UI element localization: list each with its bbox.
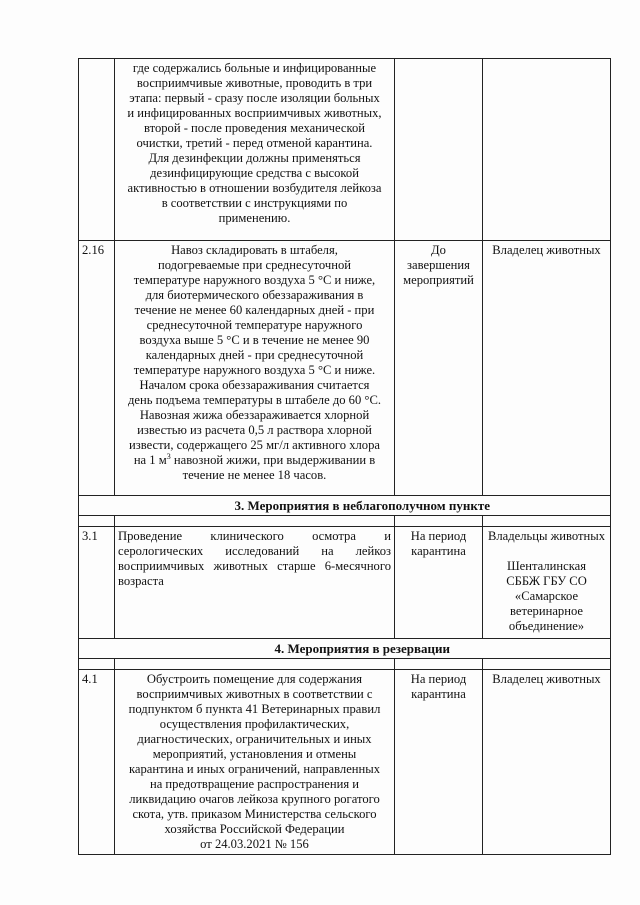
spacer-cell <box>483 516 611 527</box>
cell-measure <box>115 241 395 496</box>
spacer-cell <box>115 516 395 527</box>
spacer-cell <box>79 516 115 527</box>
responsible-owners: Владельцы животных <box>487 529 606 543</box>
spacer-cell <box>395 659 483 670</box>
cell-measure: Проведение клинического осмотра и серологических исследований на лейкоз восприимчивых животных старше 6-месячного возраста <box>115 527 395 639</box>
cell-number: 2.16 <box>79 241 115 496</box>
cell-measure: где содержались больные и инфицированные восприимчивые животные, проводить в три этапа: первый - сразу после изоляции больных и инфицированных восприимчивых животных, второй - после проведения механической очистки, третий - перед отменой карантина. Для дезинфекции должны применяться дезинфицирующие средства с высокой активностью в отношении возбудителя лейкоза в соответствии с инструкциями по применению. <box>115 59 395 241</box>
measure-text-part-2: навозной жижи, при выдерживании в течение не менее 18 часов. <box>173 453 376 482</box>
cell-number <box>79 639 115 659</box>
section-heading-row-4 <box>79 639 611 659</box>
section-title: 3. Мероприятия в неблагополучном пункте <box>115 496 611 516</box>
cell-number <box>79 59 115 241</box>
spacer-row <box>79 516 611 527</box>
table-row-3-1 <box>79 527 611 639</box>
table-row-2-16 <box>79 241 611 496</box>
responsible-vet-station: Шенталинская СББЖ ГБУ СО «Самарское ветеринарное объединение» <box>506 559 587 633</box>
cell-number <box>79 496 115 516</box>
cell-responsible <box>483 527 611 639</box>
section-title: 4. Мероприятия в резервации <box>115 639 611 659</box>
section-heading-row-3 <box>79 496 611 516</box>
spacer-cell <box>79 659 115 670</box>
spacer-cell <box>395 516 483 527</box>
spacer-cell <box>483 659 611 670</box>
measures-table <box>78 58 611 855</box>
table-row-continuation <box>79 59 611 241</box>
spacer-row <box>79 659 611 670</box>
cell-term: На период карантина <box>395 527 483 639</box>
cell-responsible: Владелец животных <box>483 241 611 496</box>
cell-responsible <box>483 59 611 241</box>
measure-text-part-1: Навоз складировать в штабеля, подогреваемые при среднесуточной температуре наружного воздуха 5 °С и ниже, для биотермического обеззараживания в течение не менее 60 календарных дней - при среднесуточной температуре наружного воздуха выше 5 °С и в течение не менее 90 календарных дней - при среднесуточной температуре наружного воздуха 5 °С и ниже. Началом срока обеззараживания считается день подъема температуры в штабеле до 60 °С. Навозная жижа обеззараживается хлорной известью из расчета 0,5 л раствора хлорной извести, содержащего 25 мг/л активного хлора на 1 м <box>128 243 381 467</box>
cell-term: До завершения мероприятий <box>395 241 483 496</box>
cell-number: 4.1 <box>79 670 115 855</box>
cell-number: 3.1 <box>79 527 115 639</box>
spacer-cell <box>115 659 395 670</box>
cubic-superscript: 3 <box>166 451 171 461</box>
cell-responsible: Владелец животных <box>483 670 611 855</box>
cell-measure: Обустроить помещение для содержания восприимчивых животных в соответствии с подпунктом б пункта 41 Ветеринарных правил осуществления профилактических, диагностических, ограничительных и иных мероприятий, установления и отмены карантина и иных ограничений, направленных на предотвращение распространения и ликвидацию очагов лейкоза крупного рогатого скота, утв. приказом Министерства сельского хозяйства Российской Федерации от 24.03.2021 № 156 <box>115 670 395 855</box>
cell-term <box>395 59 483 241</box>
cell-term: На период карантина <box>395 670 483 855</box>
table-row-4-1 <box>79 670 611 855</box>
